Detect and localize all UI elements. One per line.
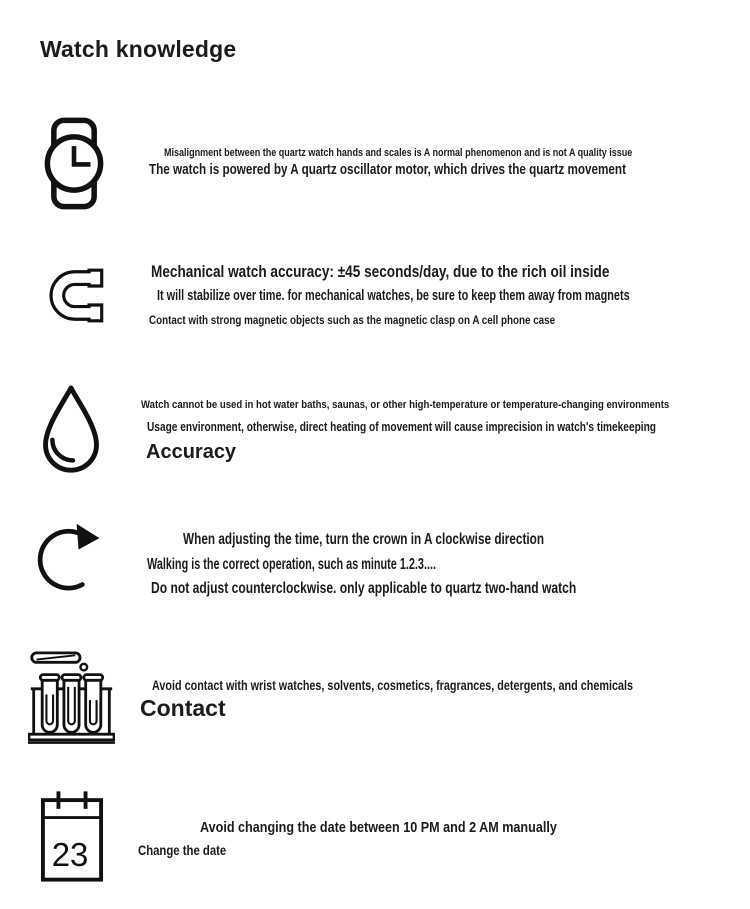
crown-warning-line: Do not adjust counterclockwise. only applicable to quartz two-hand watch xyxy=(151,580,577,597)
magnet-note-line: Contact with strong magnetic objects such as the magnetic clasp on A cell phone case xyxy=(149,313,556,327)
temperature-note-line: Watch cannot be used in hot water baths, saunas, or other high-temperature or temperature-changing environments xyxy=(141,399,670,411)
contact-heading: Contact xyxy=(140,695,226,721)
quartz-main-line: The watch is powered by A quartz oscillator motor, which drives the quartz movement xyxy=(149,161,626,178)
crown-sub-line: Walking is the correct operation, such as minute 1.2.3.... xyxy=(147,556,437,573)
clockwise-arrow-icon xyxy=(34,519,106,597)
date-headline: Avoid changing the date between 10 PM and 2 AM manually xyxy=(200,819,557,836)
calendar-day-number: 23 xyxy=(51,836,89,874)
change-date-heading: Change the date xyxy=(138,843,227,858)
page-title: Watch knowledge xyxy=(40,36,237,62)
test-tubes-icon xyxy=(28,645,115,744)
crown-headline: When adjusting the time, turn the crown in A clockwise direction xyxy=(183,531,545,548)
magnet-sub-line: It will stabilize over time. for mechanical watches, be sure to keep them away from magnets xyxy=(157,288,630,304)
magnet-headline: Mechanical watch accuracy: ±45 seconds/day, due to the rich oil inside xyxy=(151,262,610,281)
calendar-icon xyxy=(40,788,104,883)
magnet-icon xyxy=(43,267,105,324)
water-drop-icon xyxy=(39,383,103,479)
wristwatch-icon xyxy=(41,114,107,213)
temperature-sub-line: Usage environment, otherwise, direct heating of movement will cause imprecision in watch's timekeeping xyxy=(147,419,656,434)
quartz-note-line: Misalignment between the quartz watch hands and scales is A normal phenomenon and is not A quality issue xyxy=(164,147,633,159)
chemicals-note-line: Avoid contact with wrist watches, solvents, cosmetics, fragrances, detergents, and chemicals xyxy=(152,678,633,693)
accuracy-heading: Accuracy xyxy=(146,441,237,463)
